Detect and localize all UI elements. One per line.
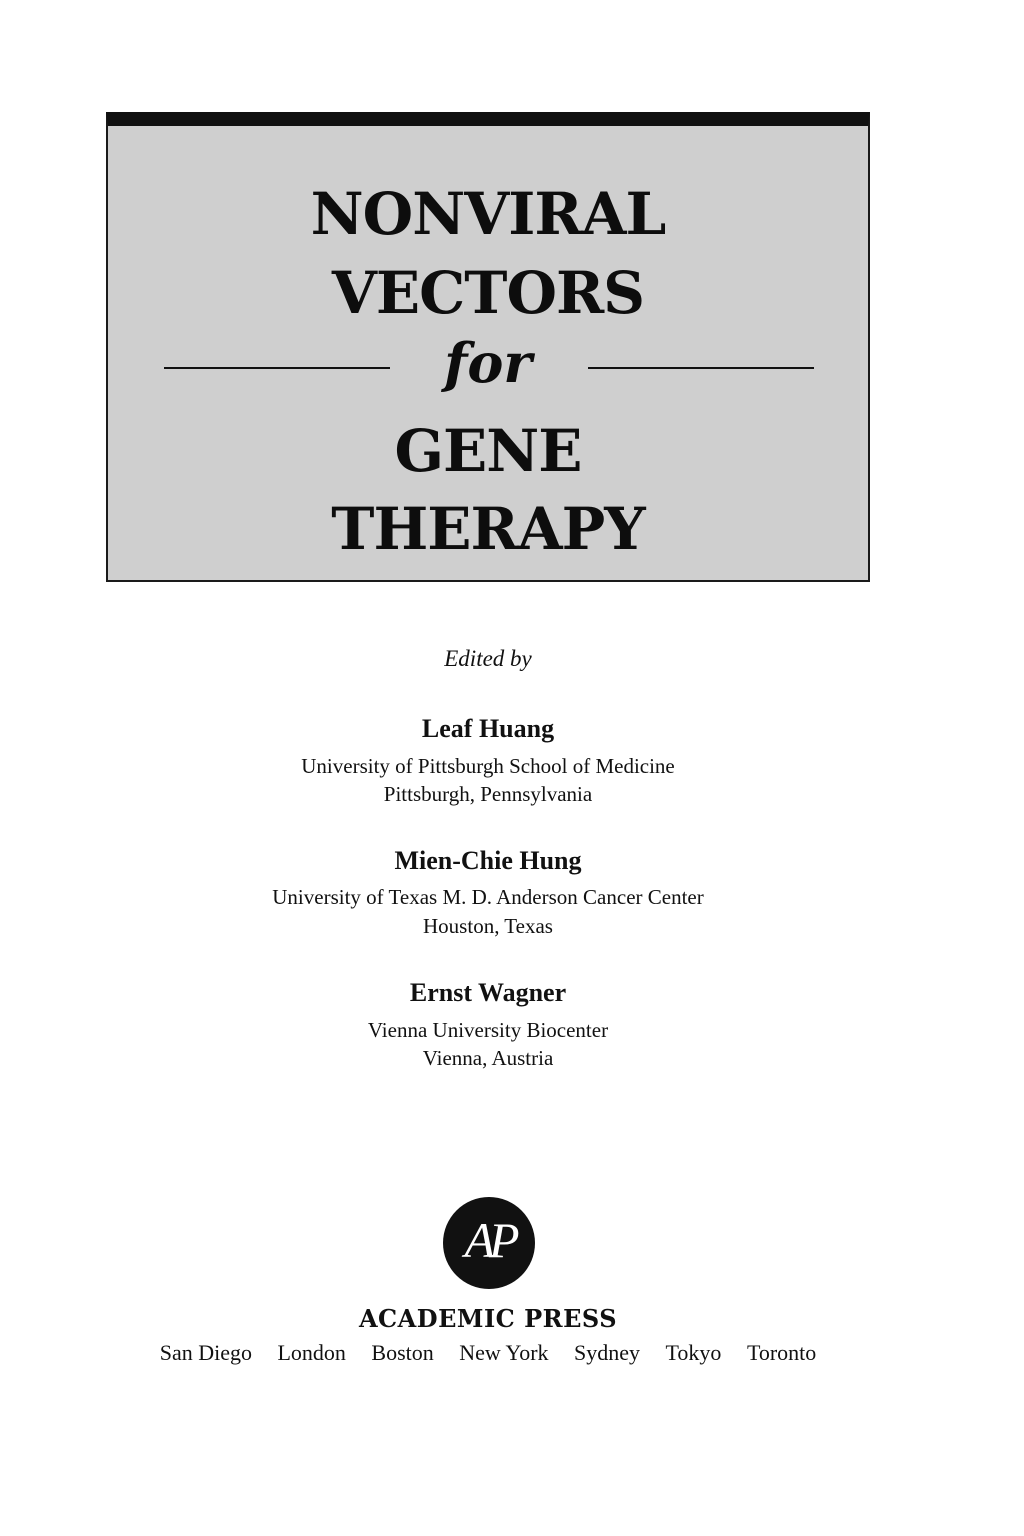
editor-affiliation: University of Texas M. D. Anderson Cancer Center	[272, 885, 704, 909]
title-for-word: for	[444, 331, 532, 395]
editor-name: Leaf Huang	[421, 714, 555, 743]
title-line-5: THERAPY	[331, 495, 645, 563]
title-rule-right	[588, 367, 814, 369]
title-line-4: GENE	[394, 417, 582, 485]
editor-name: Ernst Wagner	[409, 978, 567, 1007]
city-name: San Diego	[159, 1340, 252, 1365]
ap-logo-icon	[443, 1197, 535, 1289]
publisher-name: ACADEMIC PRESS	[358, 1304, 618, 1333]
city-name: Tokyo	[665, 1340, 722, 1365]
city-name: New York	[459, 1340, 549, 1365]
academic-press-logo	[443, 1197, 535, 1289]
city-name: Sydney	[574, 1340, 641, 1365]
title-line-2: VECTORS	[331, 259, 645, 327]
editor-affiliation: University of Pittsburgh School of Medicine	[301, 754, 675, 778]
city-name: Toronto	[746, 1340, 817, 1365]
editor-location: Pittsburgh, Pennsylvania	[383, 782, 593, 806]
logo-text: AP	[464, 1212, 514, 1268]
city-name: London	[277, 1340, 346, 1365]
editor-name: Mien-Chie Hung	[394, 846, 582, 875]
title-box	[106, 112, 870, 582]
publisher-cities	[0, 1340, 976, 1366]
editor-affiliation: Vienna University Biocenter	[367, 1018, 609, 1042]
city-name: Boston	[371, 1340, 434, 1365]
title-line-1: NONVIRAL	[310, 180, 666, 248]
editor-location: Vienna, Austria	[422, 1046, 554, 1070]
title-for-row	[108, 331, 868, 399]
edited-by-label: Edited by	[444, 646, 532, 671]
editor-location: Houston, Texas	[423, 914, 553, 938]
